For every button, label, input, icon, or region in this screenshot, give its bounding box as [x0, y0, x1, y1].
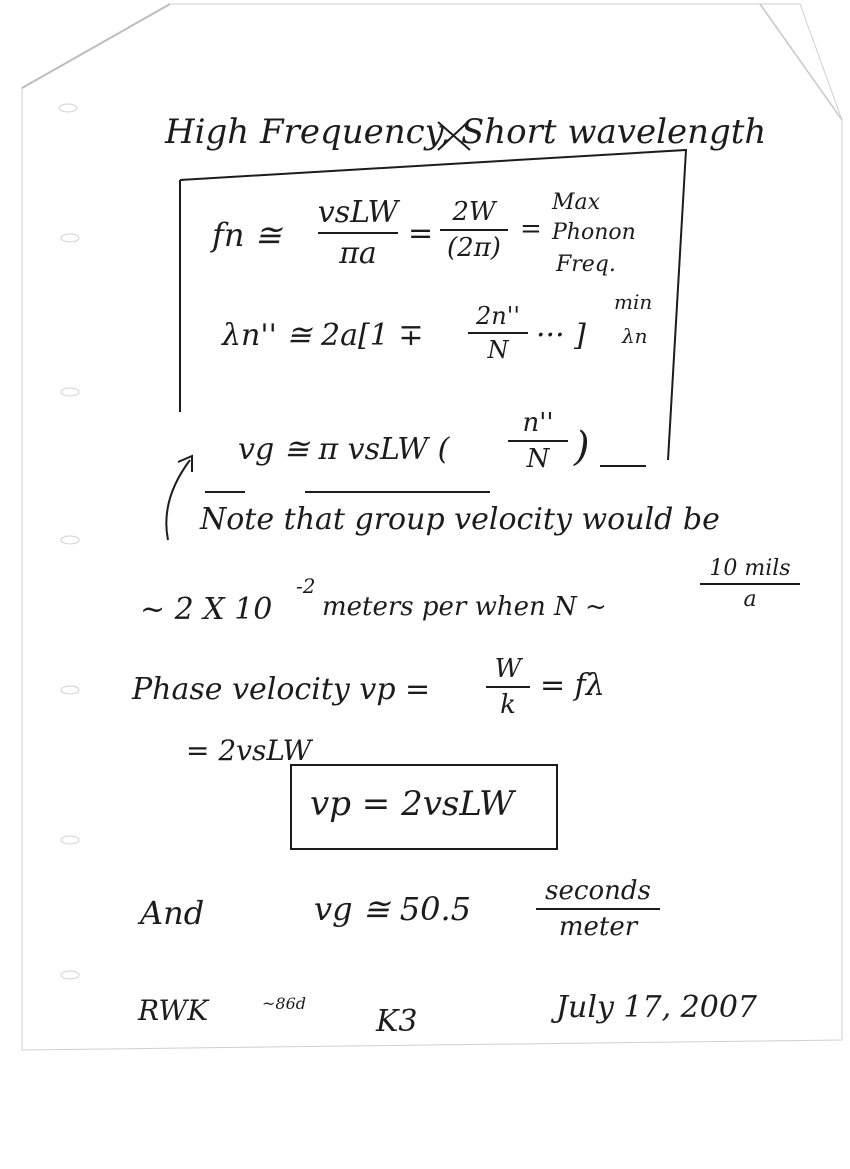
note-frac — [700, 556, 800, 612]
lambda-lhs: λn'' ≅ 2a[1 ∓ — [222, 318, 424, 353]
fn-eq2: = — [520, 214, 542, 244]
phase-prefix: Phase velocity vp = — [132, 672, 431, 707]
lambda-side-note-1: min — [614, 290, 653, 314]
vg-frac — [508, 408, 568, 474]
initials: RWK — [138, 994, 209, 1027]
phase-frac-den: k — [500, 690, 516, 720]
note-frac-num: 10 mils — [709, 556, 791, 581]
phase-frac — [486, 654, 530, 720]
fn-frac2-den: (2π) — [447, 233, 501, 263]
vg-unit-frac — [536, 876, 660, 942]
vg-frac-den: N — [526, 444, 550, 474]
fn-frac1 — [318, 195, 398, 271]
k3-mark: K3 — [376, 1004, 418, 1039]
lambda-frac-den: N — [487, 336, 509, 364]
vg-value: vg ≅ 50.5 — [314, 890, 471, 928]
vg-lhs: vg ≅ π vsLW ( — [238, 432, 450, 467]
note-line-1: Note that group velocity would be — [200, 502, 720, 537]
vg-tail: ) — [574, 424, 590, 470]
small-note: ~86d — [262, 994, 307, 1013]
fn-frac2-num: 2W — [452, 197, 496, 227]
fn-eq: = — [408, 216, 434, 251]
vg-frac-num: n'' — [522, 408, 554, 438]
eq-2vs: = 2vsLW — [186, 734, 312, 767]
lambda-side-note-2: λn — [622, 324, 648, 348]
lambda-tail: ··· ] — [536, 318, 586, 353]
fn-side-note-2: Phonon — [552, 220, 636, 245]
fn-lhs: fn ≅ — [212, 216, 282, 254]
phase-frac-num: W — [494, 654, 522, 684]
fn-frac1-den: πa — [339, 236, 377, 271]
lambda-frac — [468, 302, 528, 364]
fn-side-note-3: Freq. — [556, 252, 616, 277]
fn-frac1-num: vsLW — [317, 195, 399, 230]
vg-unit-num: seconds — [545, 876, 651, 906]
note-line-2-prefix: ~ 2 X 10 — [140, 592, 273, 627]
struck-text — [440, 116, 467, 144]
vg-unit-den: meter — [558, 912, 638, 942]
fn-frac2 — [440, 197, 508, 263]
fn-side-note-1: Max — [552, 190, 601, 215]
phase-suffix: = fλ — [540, 668, 605, 703]
note-line-2-exponent: -2 — [296, 574, 316, 598]
note-line-2-suffix: meters per when N ~ — [322, 592, 607, 622]
note-frac-den: a — [743, 587, 757, 612]
lambda-frac-num: 2n'' — [476, 302, 520, 330]
boxed-result: vp = 2vsLW — [310, 784, 514, 824]
and-label: And — [140, 894, 205, 932]
date: July 17, 2007 — [556, 990, 758, 1025]
page-title: High Frequency, Short wavelength — [165, 112, 767, 152]
